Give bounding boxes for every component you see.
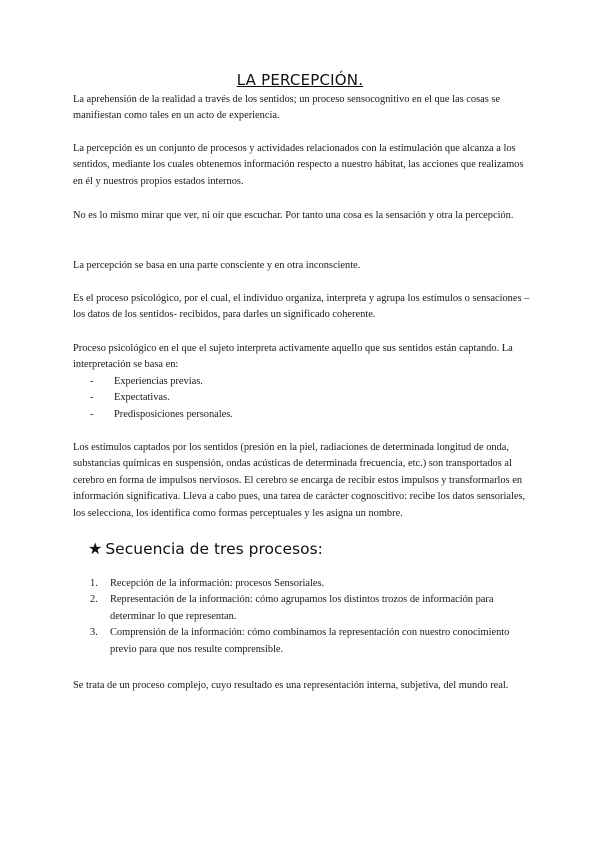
list-marker: - [90,376,94,387]
paragraph-conscious-unconscious: La percepción se basa en una parte consciente y en otra inconsciente. [73,260,361,271]
list-item-text: Expectativas. [114,392,170,404]
page-title: LA PERCEPCIÓN. [236,71,364,89]
paragraph-interpretation-intro: Proceso psicológico en el que el sujeto interpreta activamente aquello que sus sentidos están captando. La interpretación se basa en: [73,343,513,371]
list-item [90,592,538,625]
list-item-text: Experiencias previas. [114,376,203,387]
list-item [90,390,530,406]
list-item [90,576,538,592]
process-list [90,576,538,658]
interpretation-list [90,374,530,423]
list-item-text: Predisposiciones personales. [114,408,233,420]
paragraph-process-description: La percepción es un conjunto de procesos y actividades relacionados con la estimulación que alcanza a los sentidos, mediante los cuales obtenemos información respecto a nuestro hábitat, las acciones que realizamos en él y nuestros propios estados internos. [73,143,524,187]
list-item-text: Representación de la información: cómo agrupamos los distintos trozos de información para determinar lo que representan. [110,594,494,622]
paragraph-stimuli: Los estímulos captados por los sentidos (presión en la piel, radiaciones de determinada longitud de onda, substancias químicas en suspensión, ondas acústicas de determinada frecuencia, etc.) son transportados al cerebro en forma de impulsos nerviosos. El cerebro se encarga de recibir estos impulsos y transformarlos en información significativa. Lleva a cabo pues, una tarea de carácter cognoscitivo: recibe los datos sensoriales, los selecciona, los identifica como formas perceptuales y les asigna un nombre. [73,442,526,519]
paragraph-definition: La aprehensión de la realidad a través de los sentidos; un proceso sensocognitivo en el que las cosas se manifiestan como tales en un acto de experiencia. [73,94,501,122]
list-number: 2. [90,594,98,606]
list-number: 1. [90,578,98,589]
section-heading [88,539,323,558]
list-item [90,625,538,658]
list-marker: - [90,392,94,404]
list-item [90,374,530,390]
star-icon: ★ [88,539,103,558]
list-marker: - [90,408,94,420]
paragraph-conclusion: Se trata de un proceso complejo, cuyo resultado es una representación interna, subjetiva, del mundo real. [73,680,509,691]
list-item-text: Recepción de la información: procesos Sensoriales. [110,578,325,589]
list-number: 3. [90,627,98,639]
paragraph-psychological-process: Es el proceso psicológico, por el cual, el individuo organiza, interpreta y agrupa los estímulos o sensaciones – los datos de los sentidos- recibidos, para darles un significado coherente. [73,293,530,321]
paragraph-sensation-vs-perception: No es lo mismo mirar que ver, ni oír que escuchar. Por tanto una cosa es la sensación y otra la percepción. [73,210,514,221]
list-item [90,407,530,423]
section-heading-text: Secuencia de tres procesos: [105,539,323,558]
list-item-text: Comprensión de la información: cómo combinamos la representación con nuestro conocimiento previo para que nos resulte comprensible. [110,627,510,655]
